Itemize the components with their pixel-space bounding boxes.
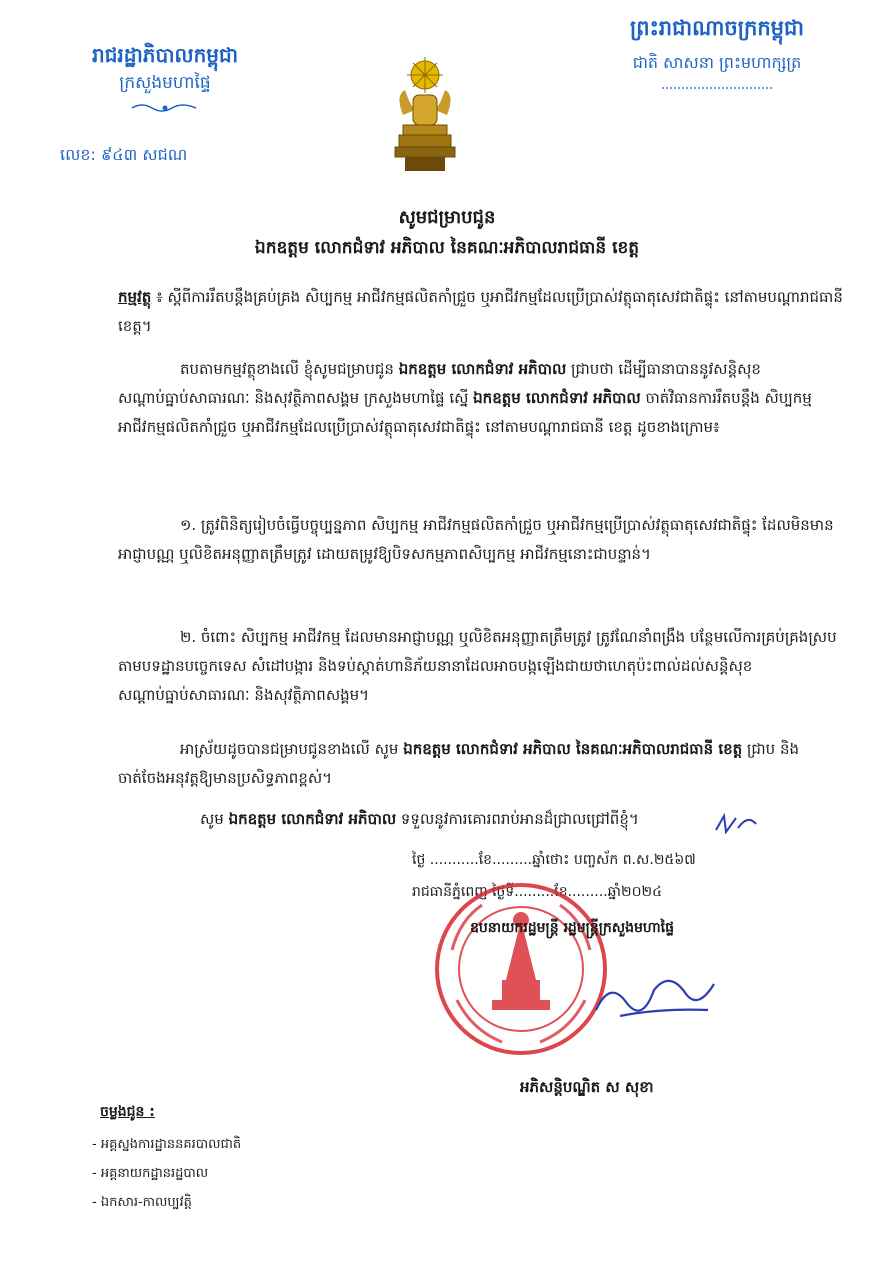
- signatory-role: ឧបនាយករដ្ឋមន្ត្រី រដ្ឋមន្ត្រីក្រសួងមហាផ្ទៃ: [470, 920, 675, 936]
- cc-title: ចម្លងជូន :: [100, 1104, 155, 1120]
- paragraph1-bold1: ឯកឧត្តម លោកជំទាវ អភិបាល: [398, 360, 567, 378]
- government-name: រាជរដ្ឋាភិបាលកម្ពុជា: [92, 43, 238, 67]
- paragraph2-prefix: អាស្រ័យដូចបានជម្រាបជូនខាងលើ សូម: [180, 740, 404, 758]
- paragraph1-bold2: ឯកឧត្តម លោកជំទាវ អភិបាល: [473, 389, 641, 407]
- closing-line: [200, 810, 639, 832]
- closing-bold: ឯកឧត្តម លោកជំទាវ អភិបាល: [228, 810, 397, 828]
- kingdom-header: [592, 8, 842, 97]
- kingdom-name: ព្រះរាជាណាចក្រកម្ពុជា: [629, 16, 804, 40]
- official-seal-icon: [432, 880, 610, 1058]
- signature-icon: [590, 960, 720, 1030]
- body-paragraph-2: [118, 735, 843, 793]
- lunar-date: ថ្ងៃ ...........ខែ.........ឆ្នាំថោះ បញ្ចស័ក ព.ស.២៥៦៧: [412, 852, 696, 868]
- closing-suffix: ទទួលនូវការគោរពរាប់អានដ៏ជ្រាលជ្រៅពីខ្ញុំ។: [396, 810, 639, 828]
- ministry-name: ក្រសួងមហាផ្ទៃ: [119, 73, 211, 93]
- paragraph1-suffix: ចាត់វិធានការរឹតបន្តឹង សិប្បកម្ម អាជីវកម្មផលិតកាំជ្រួច ឬអាជីវកម្មដែលប្រើប្រាស់វត្ថុធាតុសេវជាតិផ្ទុះ នៅតាមបណ្តារាជធានី ខេត្ត ដូចខាងក្រោម៖: [118, 389, 812, 436]
- paragraph1-prefix: តបតាមកម្មវត្ថុខាងលើ ខ្ញុំសូមជម្រាបជូន: [180, 360, 399, 378]
- signatory-name: អភិសន្តិបណ្ឌិត ស សុខា: [520, 1078, 654, 1096]
- body-paragraph-1: [118, 355, 843, 442]
- list-item: - ឯកសារ-កាលប្បវត្តិ: [92, 1188, 241, 1217]
- paragraph2-suffix: ជ្រាប និងចាត់ចែងអនុវត្តឱ្យមានប្រសិទ្ធភាពខ្ពស់។: [118, 740, 799, 787]
- closing-prefix: សូម: [200, 810, 229, 828]
- solar-date: រាជធានីភ្នំពេញ ថ្ងៃទី.........ខែ.........ឆ្នាំ២០២៤: [412, 884, 662, 900]
- list-item-2: ២. ចំពោះ សិប្បកម្ម អាជីវកម្ម ដែលមានអាជ្ញាបណ្ណ ឬលិខិតអនុញ្ញាតត្រឹមត្រូវ ត្រូវណែនាំពង្រឹង បន្ថែមលើការគ្រប់គ្រងស្របតាមបទដ្ឋានបច្ចេកទេស សំដៅបង្ការ និងទប់ស្កាត់ហានិភ័យនានាដែលអាចបង្កឡើងជាយថាហេតុប៉ះពាល់ដល់សន្តិសុខ សណ្តាប់ធ្នាប់សាធារណៈ និងសុវត្ថិភាពសង្គម។: [118, 628, 837, 704]
- ministry-header: [60, 40, 270, 164]
- reference-number: លេខ: ៩៤៣ សជណ: [60, 145, 188, 164]
- royal-emblem-icon: [375, 55, 475, 175]
- ornament-icon: [130, 102, 200, 114]
- paragraph1-mid: ជ្រាបថា ដើម្បីធានាបាននូវសន្តិសុខ សណ្តាប់ធ្នាប់សាធារណៈ និងសុវត្ថិភាពសង្គម ក្រសួងមហាផ្ទៃ ស្នើ: [118, 360, 761, 407]
- list-item-1: ១. ត្រូវពិនិត្យរៀបចំធ្វើបច្ចុប្បន្នភាព សិប្បកម្ម អាជីវកម្មផលិតកាំជ្រួច ឬអាជីវកម្មប្រើប្រាស់វត្ថុធាតុសេវជាតិផ្ទុះ ដែលមិនមានអាជ្ញាបណ្ណ ឬលិខិតអនុញ្ញាតត្រឹមត្រូវ ដោយតម្រូវឱ្យបិទសកម្មភាពសិប្បកម្ម អាជីវកម្មនោះជាបន្ទាន់។: [118, 516, 834, 563]
- list-item: - អគ្គនាយកដ្ឋានរដ្ឋបាល: [92, 1159, 241, 1188]
- subject-paragraph: [118, 283, 843, 341]
- initials-icon: [712, 810, 762, 838]
- recipient-title: ឯកឧត្តម លោកជំទាវ អភិបាល នៃគណៈអភិបាលរាជធានី ខេត្ត: [254, 238, 640, 258]
- list-item: - អគ្គស្នងការដ្ឋាននគរបាលជាតិ: [92, 1130, 241, 1159]
- subject-text: ៖ ស្តីពីការរឹតបន្តឹងគ្រប់គ្រង សិប្បកម្ម អាជីវកម្មផលិតកាំជ្រួច ឬអាជីវកម្មដែលប្រើប្រាស់វត្ថុធាតុសេវជាតិផ្ទុះ នៅតាមបណ្តារាជធានី ខេត្ត។: [118, 288, 843, 335]
- subject-label: កម្មវត្ថុ: [118, 288, 152, 306]
- national-motto: ជាតិ សាសនា ព្រះមហាក្សត្រ: [632, 53, 802, 72]
- paragraph2-bold: ឯកឧត្តម លោកជំទាវ អភិបាល នៃគណៈអភិបាលរាជធានី ខេត្ត: [403, 740, 743, 758]
- salutation-title: សូមជម្រាបជូន: [398, 207, 496, 228]
- cc-list: [92, 1130, 241, 1217]
- ornament-icon: [662, 83, 772, 93]
